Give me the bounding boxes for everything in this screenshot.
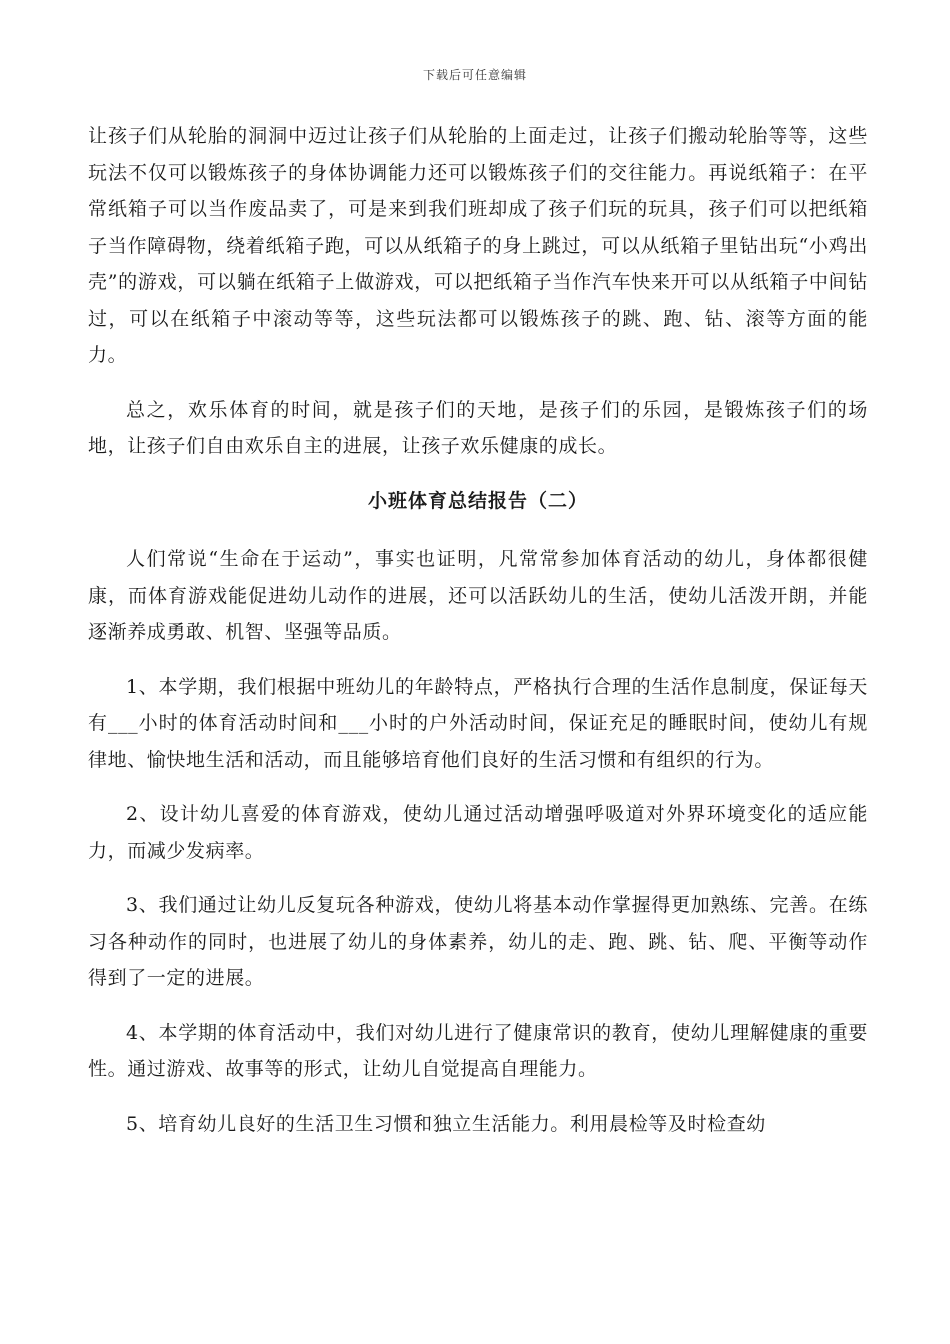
paragraph-item-4: 4、本学期的体育活动中，我们对幼儿进行了健康常识的教育，使幼儿理解健康的重要性。通过游戏、故事等的形式，让幼儿自觉提高自理能力。 xyxy=(88,1021,868,1080)
paragraph-item-1: 1、本学期，我们根据中班幼儿的年龄特点，严格执行合理的生活作息制度，保证每天有___小时的体育活动时间和___小时的户外活动时间，保证充足的睡眠时间，使幼儿有规律地、愉快地生活和活动，而且能够培育他们良好的生活习惯和有组织的行为。 xyxy=(88,675,868,771)
paragraph-item-5: 5、培育幼儿良好的生活卫生习惯和独立生活能力。利用晨检等及时检查幼 xyxy=(126,1112,766,1135)
paragraph-item-3: 3、我们通过让幼儿反复玩各种游戏，使幼儿将基本动作掌握得更加熟练、完善。在练习各种动作的同时，也进展了幼儿的身体素养，幼儿的走、跑、跳、钻、爬、平衡等动作得到了一定的进展。 xyxy=(88,894,868,989)
paragraph-intro: 人们常说“生命在于运动”，事实也证明，凡常常参加体育活动的幼儿，身体都很健康，而体育游戏能促进幼儿动作的进展，还可以活跃幼儿的生活，使幼儿活泼开朗，并能逐渐养成勇敢、机智、坚强等品质。 xyxy=(88,548,868,643)
paragraph-item-2: 2、设计幼儿喜爱的体育游戏，使幼儿通过活动增强呼吸道对外界环境变化的适应能力，而减少发病率。 xyxy=(88,803,868,862)
document-body xyxy=(88,118,868,1160)
paragraph-continued: 让孩子们从轮胎的洞洞中迈过让孩子们从轮胎的上面走过，让孩子们搬动轮胎等等，这些玩法不仅可以锻炼孩子的身体协调能力还可以锻炼孩子们的交往能力。再说纸箱子：在平常纸箱子可以当作废品卖了，可是来到我们班却成了孩子们玩的玩具，孩子们可以把纸箱子当作障碍物，绕着纸箱子跑，可以从纸箱子的身上跳过，可以从纸箱子里钻出玩“小鸡出壳”的游戏，可以躺在纸箱子上做游戏，可以把纸箱子当作汽车快来开可以从纸箱子中间钻过，可以在纸箱子中滚动等等，这些玩法都可以锻炼孩子的跳、跑、钻、滚等方面的能力。 xyxy=(88,125,868,366)
section-title: 小班体育总结报告（二） xyxy=(367,489,588,512)
paragraph-summary: 总之，欢乐体育的时间，就是孩子们的天地，是孩子们的乐园，是锻炼孩子们的场地，让孩子们自由欢乐自主的进展，让孩子欢乐健康的成长。 xyxy=(88,398,868,457)
page-header: 下载后可任意编辑 xyxy=(422,68,527,82)
